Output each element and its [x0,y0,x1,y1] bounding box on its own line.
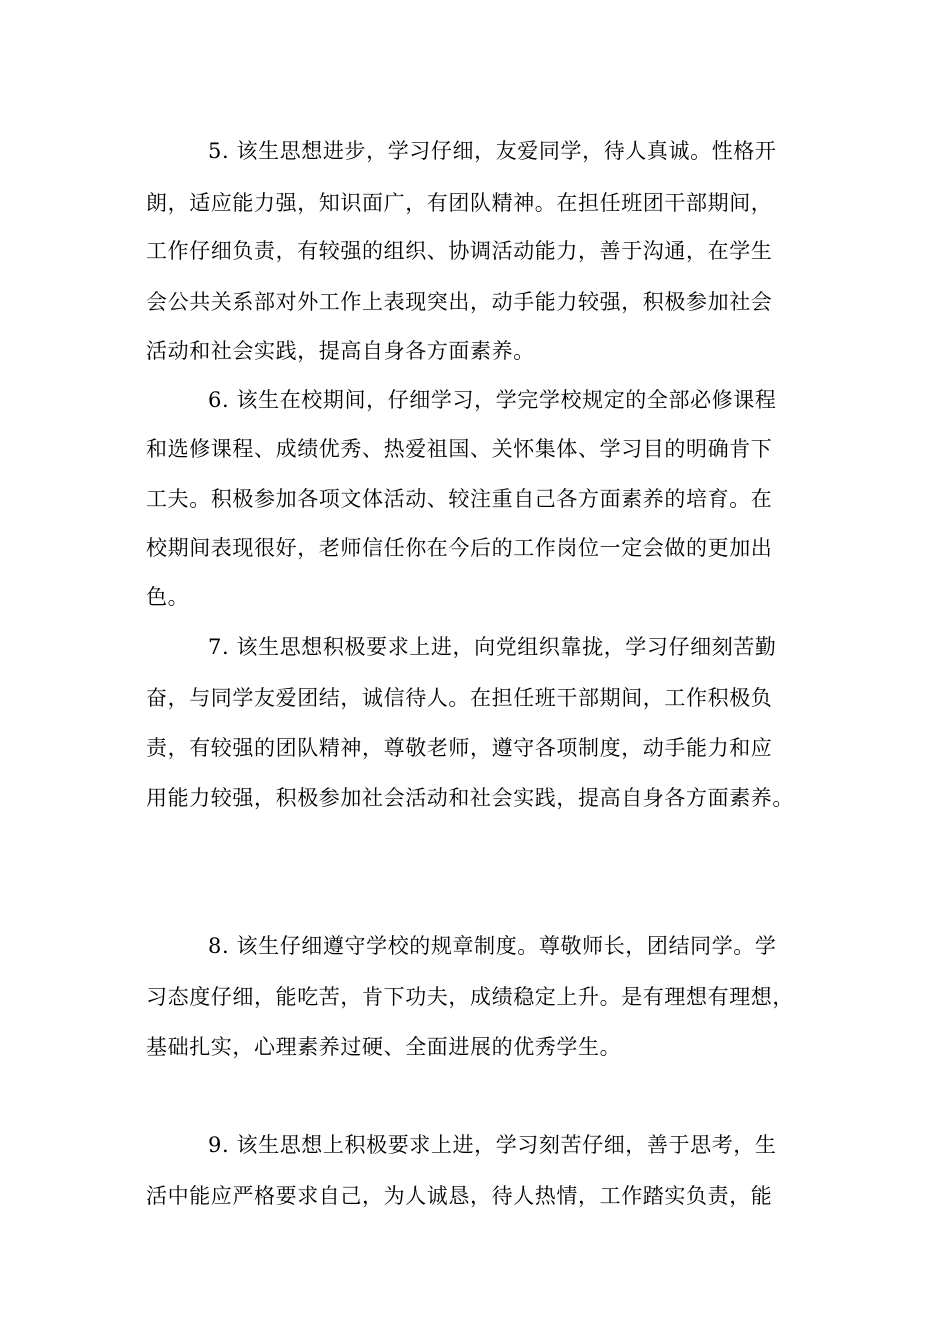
text-line: 7. 该生思想积极要求上进，向党组织靠拢，学习仔细刻苦勤 [208,635,777,659]
text-line: 朗，适应能力强，知识面广，有团队精神。在担任班团干部期间， [146,191,773,215]
text-line: 活动和社会实践，提高自身各方面素养。 [146,339,535,363]
text-line: 校期间表现很好，老师信任你在今后的工作岗位一定会做的更加出 [146,536,773,560]
text-line: 8. 该生仔细遵守学校的规章制度。尊敬师长，团结同学。学 [208,934,777,958]
text-line: 9. 该生思想上积极要求上进，学习刻苦仔细，善于思考，生 [208,1133,777,1157]
text-line: 5. 该生思想进步，学习仔细，友爱同学，待人真诚。性格开 [208,139,777,163]
text-line: 和选修课程、成绩优秀、热爱祖国、关怀集体、学习目的明确肯下 [146,437,773,461]
text-line: 会公共关系部对外工作上表现突出，动手能力较强，积极参加社会 [146,290,773,314]
text-line: 活中能应严格要求自己，为人诚恳，待人热情，工作踏实负责，能 [146,1184,773,1208]
text-line: 责，有较强的团队精神，尊敬老师，遵守各项制度，动手能力和应 [146,736,773,760]
text-line: 工作仔细负责，有较强的组织、协调活动能力，善于沟通，在学生 [146,239,773,263]
text-line: 6. 该生在校期间，仔细学习，学完学校规定的全部必修课程 [208,388,777,412]
text-line: 色。 [146,585,190,609]
text-line: 用能力较强，积极参加社会活动和社会实践，提高自身各方面素养。 [146,786,794,810]
text-line: 习态度仔细，能吃苦，肯下功夫，成绩稳定上升。是有理想有理想， [146,985,794,1009]
text-line: 基础扎实，心理素养过硬、全面进展的优秀学生。 [146,1035,622,1059]
text-line: 奋，与同学友爱团结，诚信待人。在担任班干部期间，工作积极负 [146,686,773,710]
text-line: 工夫。积极参加各项文体活动、较注重自己各方面素养的培育。在 [146,487,773,511]
